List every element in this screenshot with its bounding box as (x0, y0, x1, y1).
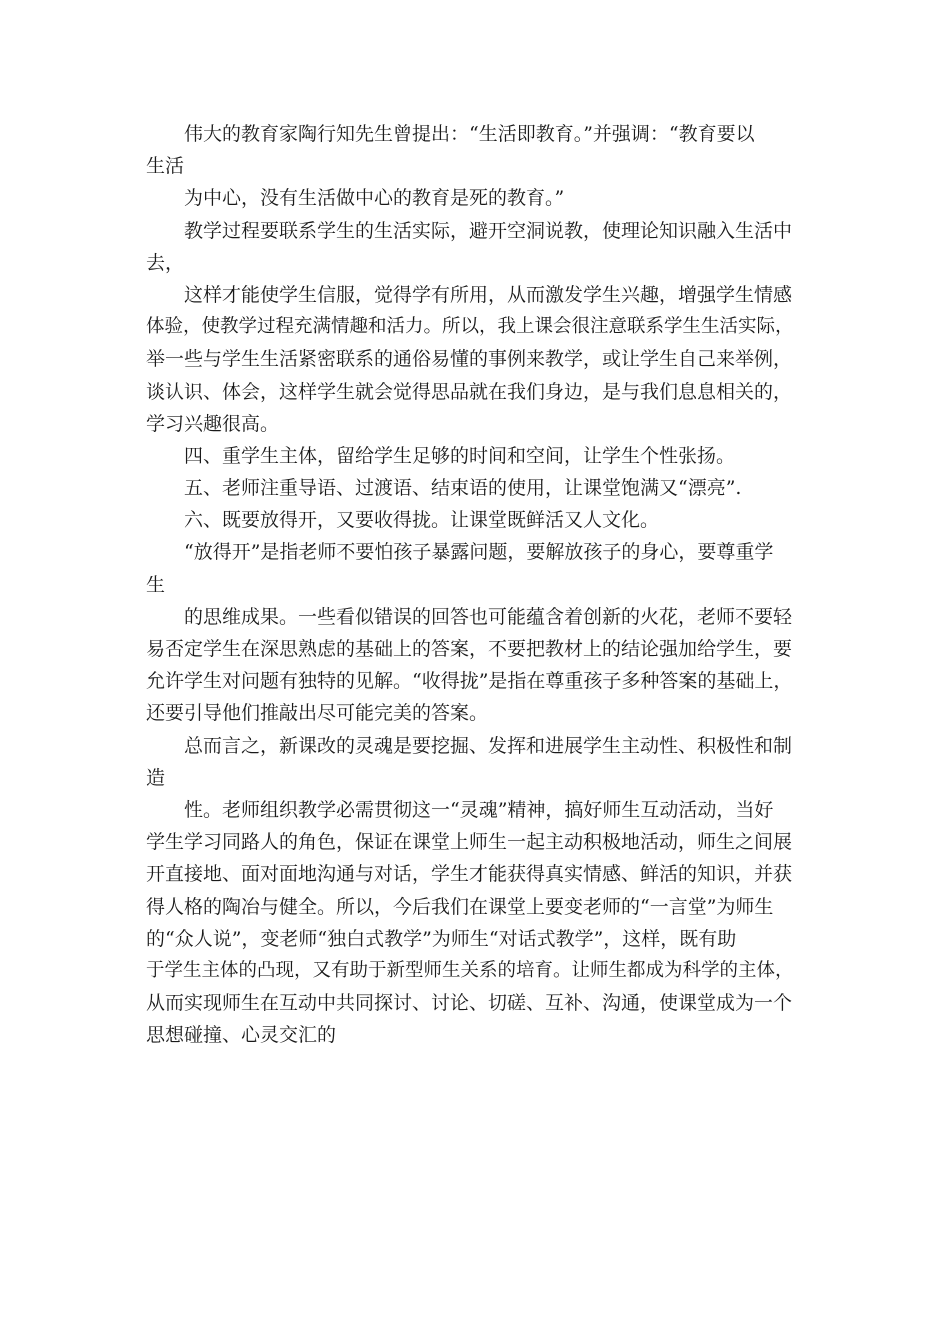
text-line: 生 (146, 573, 166, 596)
text-line: 性。老师组织教学必需贯彻这一“灵魂”精神，搞好师生互动活动，当好 (184, 798, 774, 821)
text-line: 教学过程要联系学生的生活实际，避开空洞说教，使理论知识融入生活中 (184, 219, 793, 242)
text-line: 的“众人说”，变老师“独白式教学”为师生“对话式教学”，这样，既有助 (146, 927, 737, 950)
text-line: 还要引导他们推敲出尽可能完美的答案。 (146, 702, 489, 725)
text-line: 学习兴趣很高。 (146, 412, 280, 435)
text-line: 总而言之，新课改的灵魂是要挖掘、发挥和进展学生主动性、积极性和制 (184, 734, 793, 757)
text-line: 四、重学生主体，留给学生足够的时间和空间，让学生个性张扬。 (184, 444, 736, 467)
text-line: 谈认识、体会，这样学生就会觉得思品就在我们身边，是与我们息息相关的， (146, 380, 793, 403)
text-line: 六、既要放得开，又要收得拢。让课堂既鲜活又人文化。 (184, 509, 660, 532)
text-line: 这样才能使学生信服，觉得学有所用，从而激发学生兴趣，增强学生情感 (184, 283, 793, 306)
text-line: 体验，使教学过程充满情趣和活力。所以，我上课会很注意联系学生生活实际， (146, 316, 794, 338)
text-line: 学生学习同路人的角色，保证在课堂上师生一起主动积极地活动，师生之间展 (146, 831, 793, 854)
text-line: 去， (146, 251, 185, 274)
text-line: 造 (146, 766, 166, 789)
text-line: 五、老师注重导语、过渡语、结束语的使用，让课堂饱满又“漂亮”. (184, 477, 742, 500)
text-line: 开直接地、面对面地沟通与对话，学生才能获得真实情感、鲜活的知识，并获 (146, 863, 793, 886)
text-line: 得人格的陶冶与健全。所以，今后我们在课堂上要变老师的“一言堂”为师生 (146, 895, 774, 918)
text-line: “放得开”是指老师不要怕孩子暴露问题，要解放孩子的身心，要尊重学 (184, 541, 774, 564)
text-line: 从而实现师生在互动中共同探讨、讨论、切磋、互补、沟通，使课堂成为一个 (146, 992, 793, 1015)
text-line: 的思维成果。一些看似错误的回答也可能蕴含着创新的火花，老师不要轻 (184, 605, 793, 628)
text-line: 思想碰撞、心灵交汇的 (146, 1024, 337, 1047)
document-body (146, 118, 806, 1051)
text-line: 为中心，没有生活做中心的教育是死的教育。” (184, 187, 565, 210)
text-line: 允许学生对问题有独特的见解。“收得拢”是指在尊重孩子多种答案的基础上， (146, 670, 793, 693)
text-line: 生活 (146, 155, 185, 178)
text-line: 于学生主体的凸现，又有助于新型师生关系的培育。让师生都成为科学的主体， (146, 959, 794, 981)
text-line: 易否定学生在深思熟虑的基础上的答案，不要把教材上的结论强加给学生，要 (146, 638, 793, 660)
text-line: 举一些与学生生活紧密联系的通俗易懂的事例来教学，或让学生自己来举例， (146, 348, 793, 371)
text-line: 伟大的教育家陶行知先生曾提出：“生活即教育。”并强调：“教育要以 (184, 123, 755, 145)
